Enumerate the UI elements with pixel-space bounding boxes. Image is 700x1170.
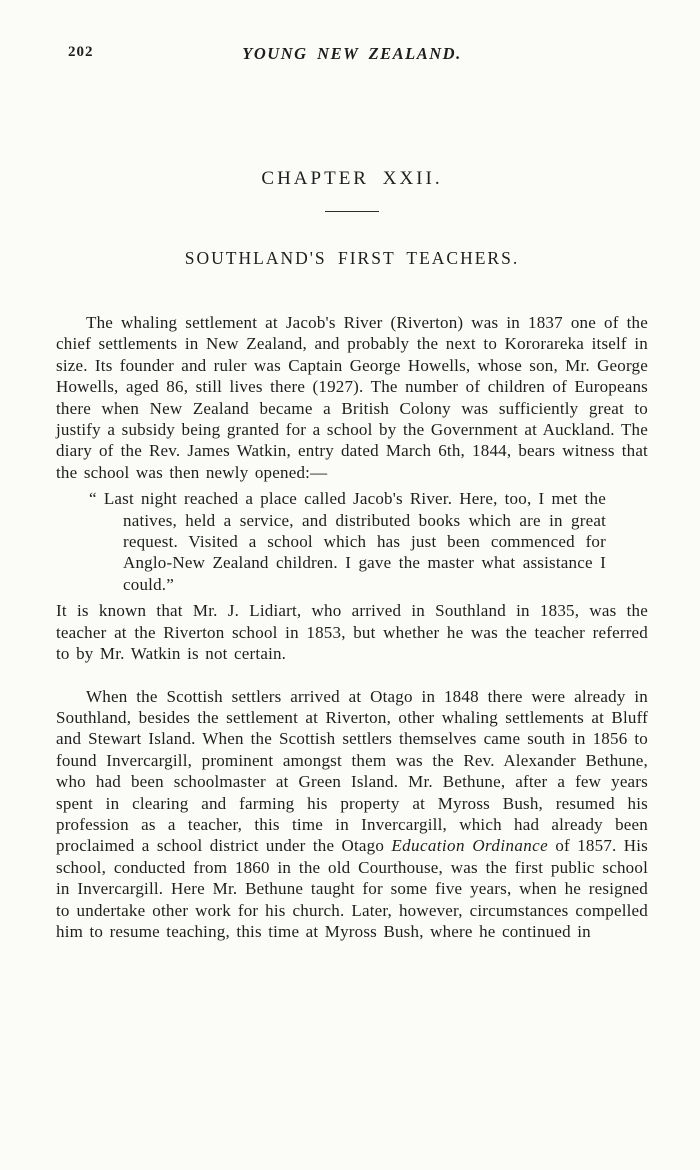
paragraph-scottish-settlers-text: When the Scottish settlers arrived at Otago in 1848 there were already in Southland, besides the settlement at Riverton, other whaling settlements at Bluff and Stewart Island. When the Scottish settlers themselves came south in 1856 to found Invercargill, prominent amongst them was the Rev. Alexander Bethune, who had been schoolmaster at Green Island. Mr. Bethune, after a few years spent in clearing and farming his property at Myross Bush, resumed his profession as a teacher, this time in Invercargill, which had already been proclaimed a school district under the Otago [56, 686, 648, 856]
running-title: YOUNG NEW ZEALAND. [242, 44, 462, 63]
page-header [56, 44, 648, 66]
body-text [56, 312, 648, 942]
paragraph-lidiart: It is known that Mr. J. Lidiart, who arrived in Southland in 1835, was the teacher at the Riverton school in 1853, but whether he was the teacher referred to by Mr. Watkin is not certain. [56, 601, 648, 664]
paragraph-whaling-settlement: The whaling settlement at Jacob's River (Riverton) was in 1837 one of the chief settlements in New Zealand, and probably the next to Kororareka itself in size. Its founder and ruler was Captain George Howells, whose son, Mr. George Howells, aged 86, still lives there (1927). The number of children of Europeans there when New Zealand became a British Colony was sufficiently great to justify a subsidy being granted for a school by the Government at Auckland. The diary of the Rev. James Watkin, entry dated March 6th, 1844, bears witness that the school was then newly opened:— [56, 313, 648, 482]
paragraph-scottish-settlers-text-continued: of 1857. His school, conducted from 1860 in the old Courthouse, was the first public school in Invercargill. Here Mr. Bethune taught for some five years, when he resigned to undertake other work for his church. Later, however, circumstances compelled him to resume teaching, this time at Myross Bush, where he continued in [56, 836, 648, 941]
chapter-heading: CHAPTER XXII. [261, 168, 443, 189]
blockquote-watkin-diary: “ Last night reached a place called Jacob's River. Here, too, I met the natives, held a service, and distributed books which are in great request. Visited a school which has just been commenced for Anglo-New Zealand children. I gave the master what assistance I could.” [89, 489, 606, 594]
chapter-divider [325, 211, 379, 212]
italic-education-ordinance: Education Ordinance [391, 836, 549, 856]
page-number: 202 [68, 44, 94, 60]
section-title: SOUTHLAND'S FIRST TEACHERS. [184, 248, 520, 268]
paragraph-scottish-settlers [56, 686, 648, 943]
